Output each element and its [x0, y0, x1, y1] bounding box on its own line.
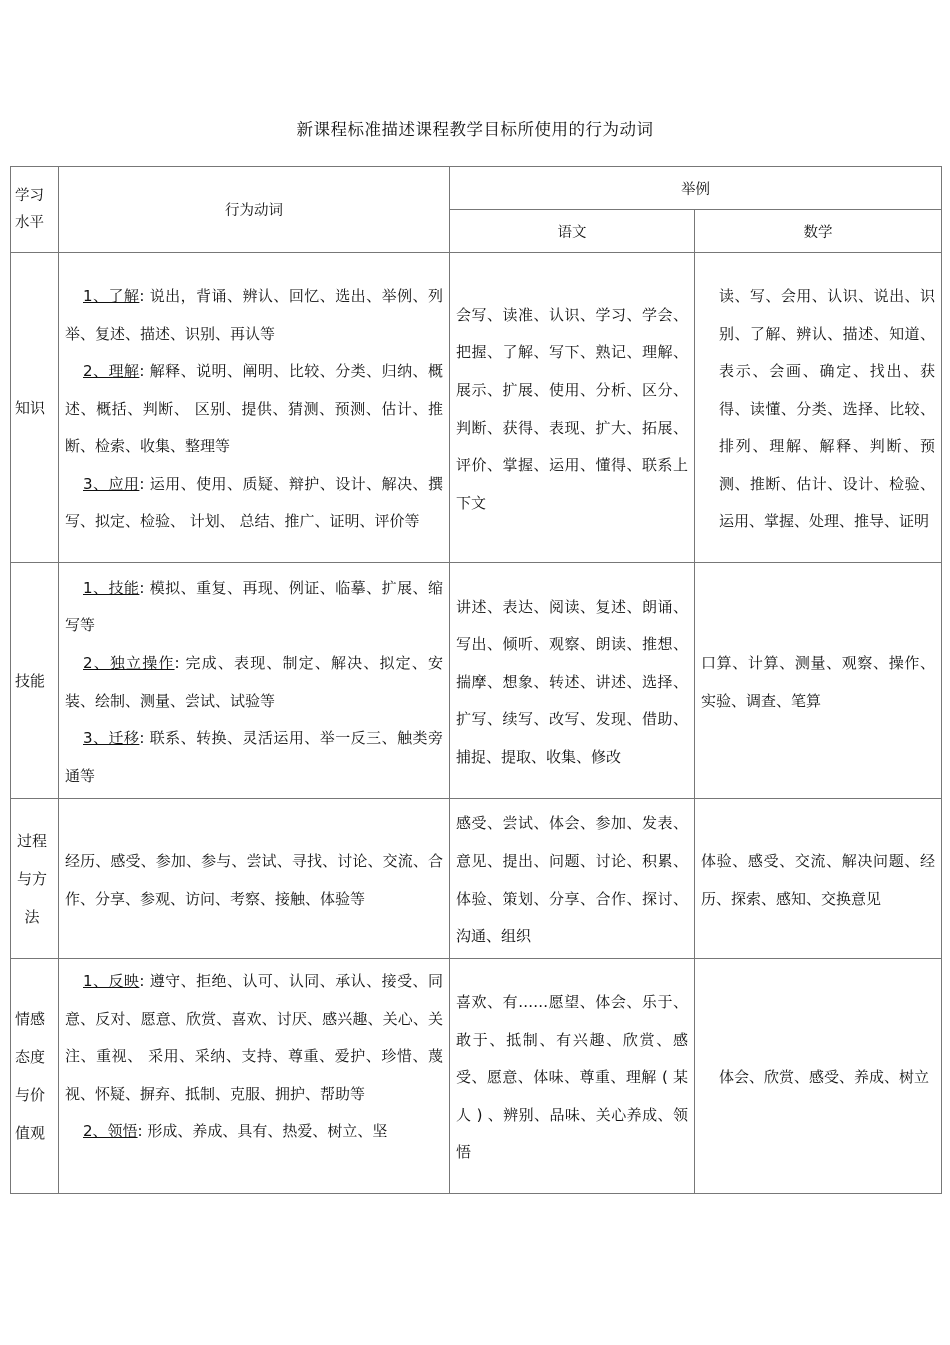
header-learning-level: 学习水平 [11, 167, 59, 253]
document-title: 新课程标准描述课程教学目标所使用的行为动词 [296, 120, 654, 139]
header-behavior-verbs: 行为动词 [59, 167, 450, 253]
verbs-skill [59, 563, 450, 799]
chinese-knowledge: 会写、读准、认识、学习、学会、把握、了解、写下、熟记、理解、展示、扩展、使用、分析、区分、判断、获得、表现、扩大、拓展、评价、掌握、运用、懂得、联系上下文 [450, 253, 695, 563]
math-emotion-values: 体会、欣赏、感受、养成、树立 [695, 959, 942, 1194]
verb-table [10, 166, 942, 1194]
verb-item: 1、了解: 说出，背诵、辨认、回忆、选出、举例、列举、复述、描述、识别、再认等 [65, 286, 443, 343]
verb-item: 3、应用: 运用、使用、质疑、辩护、设计、解决、撰写、拟定、检验、 计划、 总结、推广、证明、评价等 [65, 474, 443, 531]
header-chinese: 语文 [450, 210, 695, 253]
verb-item: 2、领悟: 形成、养成、具有、热爱、树立、坚 [83, 1122, 388, 1141]
verb-item: 1、技能: 模拟、重复、再现、例证、临摹、扩展、缩写等 [65, 578, 443, 635]
verbs-knowledge [59, 253, 450, 563]
verb-item: 3、迁移: 联系、转换、灵活运用、举一反三、触类旁通等 [65, 729, 443, 785]
verb-item: 1、反映: 遵守、拒绝、认可、认同、承认、接受、同意、反对、愿意、欣赏、喜欢、讨厌、感兴趣、关心、关注、重视、 采用、采纳、支持、尊重、爱护、珍惜、蔑视、怀疑、摒弃、抵制、克服、拥护、帮助等 [65, 972, 443, 1103]
level-process-method: 过程与方法 [11, 799, 59, 959]
verbs-process-method: 经历、感受、参加、参与、尝试、寻找、讨论、交流、合作、分享、参观、访问、考察、接触、体验等 [59, 799, 450, 959]
chinese-process-method: 感受、尝试、体会、参加、发表、意见、提出、问题、讨论、积累、体验、策划、分享、合作、探讨、沟通、组织 [450, 799, 695, 959]
verbs-emotion-values [59, 959, 450, 1194]
math-process-method: 体验、感受、交流、解决问题、经历、探索、感知、交换意见 [695, 799, 942, 959]
level-emotion-values: 情感态度与价值观 [11, 959, 59, 1194]
verb-item: 2、独立操作: 完成、表现、制定、解决、拟定、安装、绘制、测量、尝试、试验等 [65, 653, 443, 710]
level-skill: 技能 [11, 563, 59, 799]
header-examples: 举例 [450, 167, 942, 210]
level-knowledge: 知识 [11, 253, 59, 563]
math-knowledge: 读、写、会用、认识、说出、识别、了解、辨认、描述、知道、表示、会画、确定、找出、获得、读懂、分类、选择、比较、排列、理解、解释、判断、预测、推断、估计、设计、检验、运用、掌握、处理、推导、证明 [695, 253, 942, 563]
header-math: 数学 [695, 210, 942, 253]
math-skill: 口算、计算、测量、观察、操作、实验、调查、笔算 [695, 563, 942, 799]
chinese-skill: 讲述、表达、阅读、复述、朗诵、写出、倾听、观察、朗读、推想、揣摩、想象、转述、讲述、选择、扩写、续写、改写、发现、借助、捕捉、提取、收集、修改 [450, 563, 695, 799]
chinese-emotion-values: 喜欢、有……愿望、体会、乐于、敢于、抵制、有兴趣、欣赏、感受、愿意、体味、尊重、理解 ( 某人 ) 、辨别、品味、关心养成、领悟 [450, 959, 695, 1194]
verb-item: 2、理解: 解释、说明、阐明、比较、分类、归纳、概述、概括、判断、 区别、提供、猜测、预测、估计、推断、检索、收集、整理等 [65, 362, 443, 456]
